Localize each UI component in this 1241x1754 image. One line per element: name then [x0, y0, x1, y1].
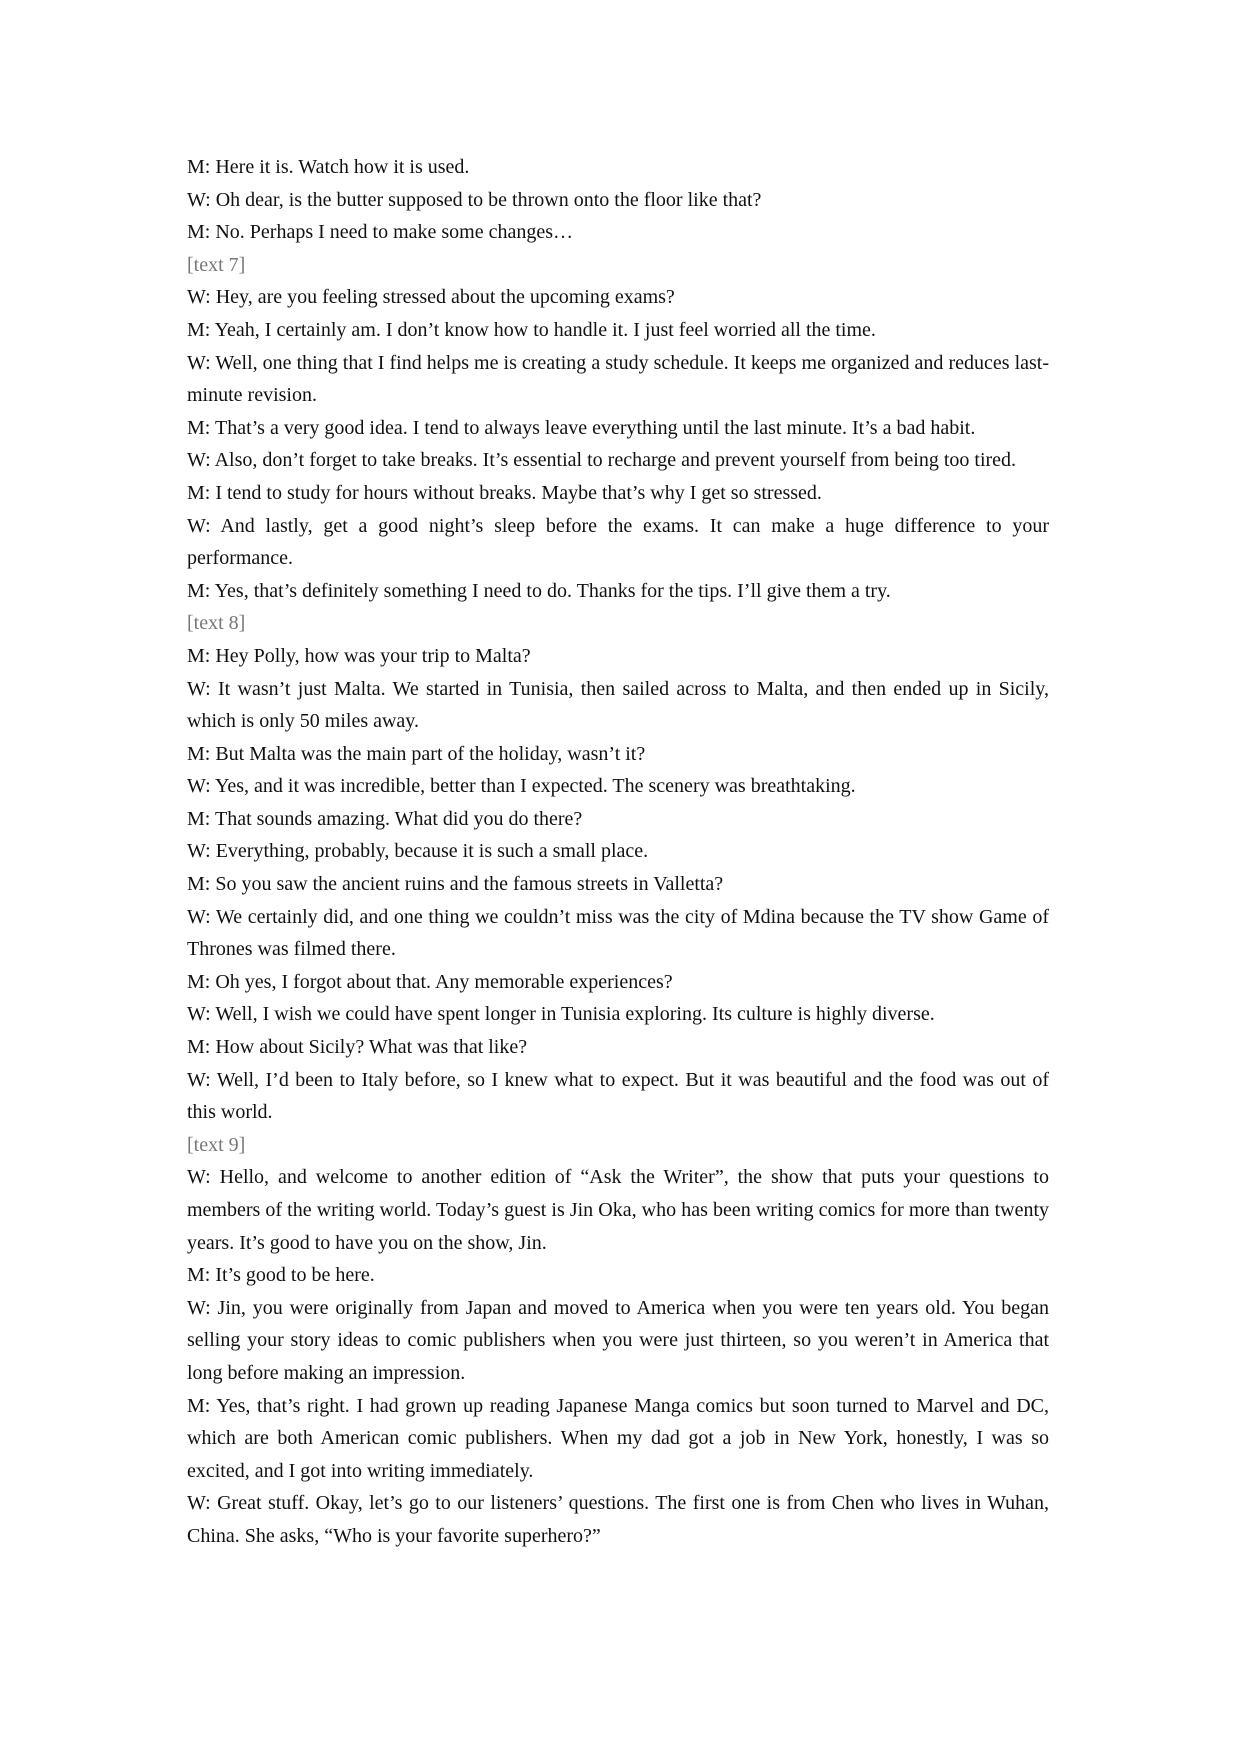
dialogue-line: M: No. Perhaps I need to make some changes…: [187, 221, 574, 244]
dialogue-line: M: So you saw the ancient ruins and the famous streets in Valletta?: [187, 873, 724, 896]
dialogue-line: M: Here it is. Watch how it is used.: [187, 156, 470, 178]
dialogue-line: W: Hello, and welcome to another edition of “Ask the Writer”, the show that puts your questions to members of the writing world. Today’s guest is Jin Oka, who has been writing comics for more than twenty years. It’s good to have you on the show, Jin.: [187, 1166, 1049, 1254]
dialogue-line: W: Hey, are you feeling stressed about the upcoming exams?: [187, 286, 675, 309]
dialogue-line: W: We certainly did, and one thing we couldn’t miss was the city of Mdina because the TV show Game of Thrones was filmed there.: [187, 905, 1049, 961]
dialogue-line: W: And lastly, get a good night’s sleep before the exams. It can make a huge difference to your performance.: [187, 514, 1049, 570]
dialogue-line: W: Yes, and it was incredible, better than I expected. The scenery was breathtaking.: [187, 775, 856, 798]
section-marker: [text 9]: [187, 1133, 246, 1156]
dialogue-line: M: Hey Polly, how was your trip to Malta?: [187, 644, 531, 667]
dialogue-line: W: Jin, you were originally from Japan and moved to America when you were ten years old. You began selling your story ideas to comic publishers when you were just thirteen, so you weren’t in America that long before making an impression.: [187, 1296, 1049, 1384]
dialogue-line: M: Yeah, I certainly am. I don’t know how to handle it. I just feel worried all the time.: [187, 318, 876, 341]
section-marker: [text 8]: [187, 612, 246, 635]
transcript-page: [187, 151, 1049, 1553]
dialogue-line: M: But Malta was the main part of the holiday, wasn’t it?: [187, 742, 646, 765]
dialogue-line: M: That sounds amazing. What did you do there?: [187, 807, 583, 830]
dialogue-line: W: Well, one thing that I find helps me is creating a study schedule. It keeps me organized and reduces last-minute revision.: [187, 351, 1049, 407]
section-marker: [text 7]: [187, 253, 246, 276]
dialogue-line: W: Great stuff. Okay, let’s go to our listeners’ questions. The first one is from Chen who lives in Wuhan, China. She asks, “Who is your favorite superhero?”: [187, 1492, 1049, 1547]
dialogue-line: M: That’s a very good idea. I tend to always leave everything until the last minute. It’s a bad habit.: [187, 416, 976, 439]
dialogue-line: W: It wasn’t just Malta. We started in Tunisia, then sailed across to Malta, and then ended up in Sicily, which is only 50 miles away.: [187, 677, 1049, 733]
dialogue-line: W: Everything, probably, because it is such a small place.: [187, 840, 649, 863]
dialogue-line: M: Yes, that’s definitely something I need to do. Thanks for the tips. I’ll give them a try.: [187, 579, 891, 602]
dialogue-line: W: Oh dear, is the butter supposed to be thrown onto the floor like that?: [187, 188, 762, 211]
dialogue-line: W: Also, don’t forget to take breaks. It’s essential to recharge and prevent yourself from being too tired.: [187, 449, 1017, 472]
dialogue-line: M: Oh yes, I forgot about that. Any memorable experiences?: [187, 970, 673, 993]
dialogue-line: W: Well, I wish we could have spent longer in Tunisia exploring. Its culture is highly diverse.: [187, 1003, 935, 1026]
dialogue-line: M: I tend to study for hours without breaks. Maybe that’s why I get so stressed.: [187, 481, 822, 504]
dialogue-line: M: Yes, that’s right. I had grown up reading Japanese Manga comics but soon turned to Marvel and DC, which are both American comic publishers. When my dad got a job in New York, honestly, I was so excited, and I got into writing immediately.: [187, 1394, 1049, 1482]
dialogue-line: M: How about Sicily? What was that like?: [187, 1036, 528, 1059]
dialogue-line: M: It’s good to be here.: [187, 1264, 375, 1287]
dialogue-line: W: Well, I’d been to Italy before, so I knew what to expect. But it was beautiful and the food was out of this world.: [187, 1068, 1049, 1124]
